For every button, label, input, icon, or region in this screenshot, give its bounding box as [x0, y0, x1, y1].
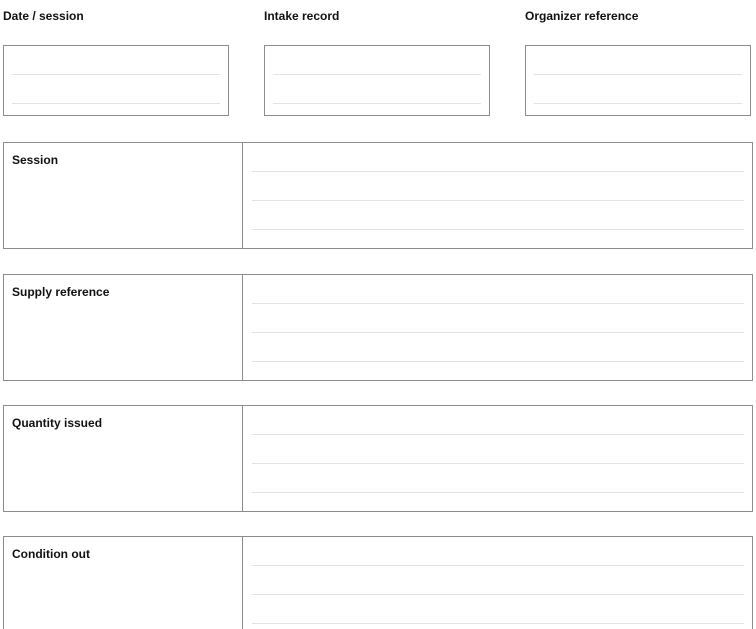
organizer-reference-label: Organizer reference: [525, 9, 639, 23]
writing-line: [273, 74, 481, 75]
writing-line[interactable]: [252, 623, 744, 624]
session-row: [3, 142, 753, 249]
writing-line: [534, 74, 742, 75]
writing-line[interactable]: [252, 171, 744, 172]
writing-line[interactable]: [252, 229, 744, 230]
writing-line: [12, 74, 220, 75]
writing-line: [12, 103, 220, 104]
intake-record-label: Intake record: [264, 9, 340, 23]
quantity-issued-row: [3, 405, 753, 512]
date-session-label: Date / session: [3, 9, 84, 23]
quantity-issued-label: Quantity issued: [4, 406, 243, 511]
writing-line[interactable]: [252, 361, 744, 362]
writing-line[interactable]: [252, 332, 744, 333]
writing-line: [534, 103, 742, 104]
condition-out-row: [3, 536, 753, 629]
writing-line[interactable]: [252, 492, 744, 493]
writing-line[interactable]: [252, 200, 744, 201]
writing-line[interactable]: [252, 565, 744, 566]
writing-line: [273, 103, 481, 104]
condition-out-label: Condition out: [4, 537, 243, 629]
organizer-reference-field[interactable]: [525, 45, 751, 116]
session-label: Session: [4, 143, 243, 248]
supply-reference-label: Supply reference: [4, 275, 243, 380]
writing-line[interactable]: [252, 434, 744, 435]
supply-reference-row: [3, 274, 753, 381]
intake-record-field[interactable]: [264, 45, 490, 116]
writing-line[interactable]: [252, 303, 744, 304]
date-session-field[interactable]: [3, 45, 229, 116]
writing-line[interactable]: [252, 594, 744, 595]
writing-line[interactable]: [252, 463, 744, 464]
